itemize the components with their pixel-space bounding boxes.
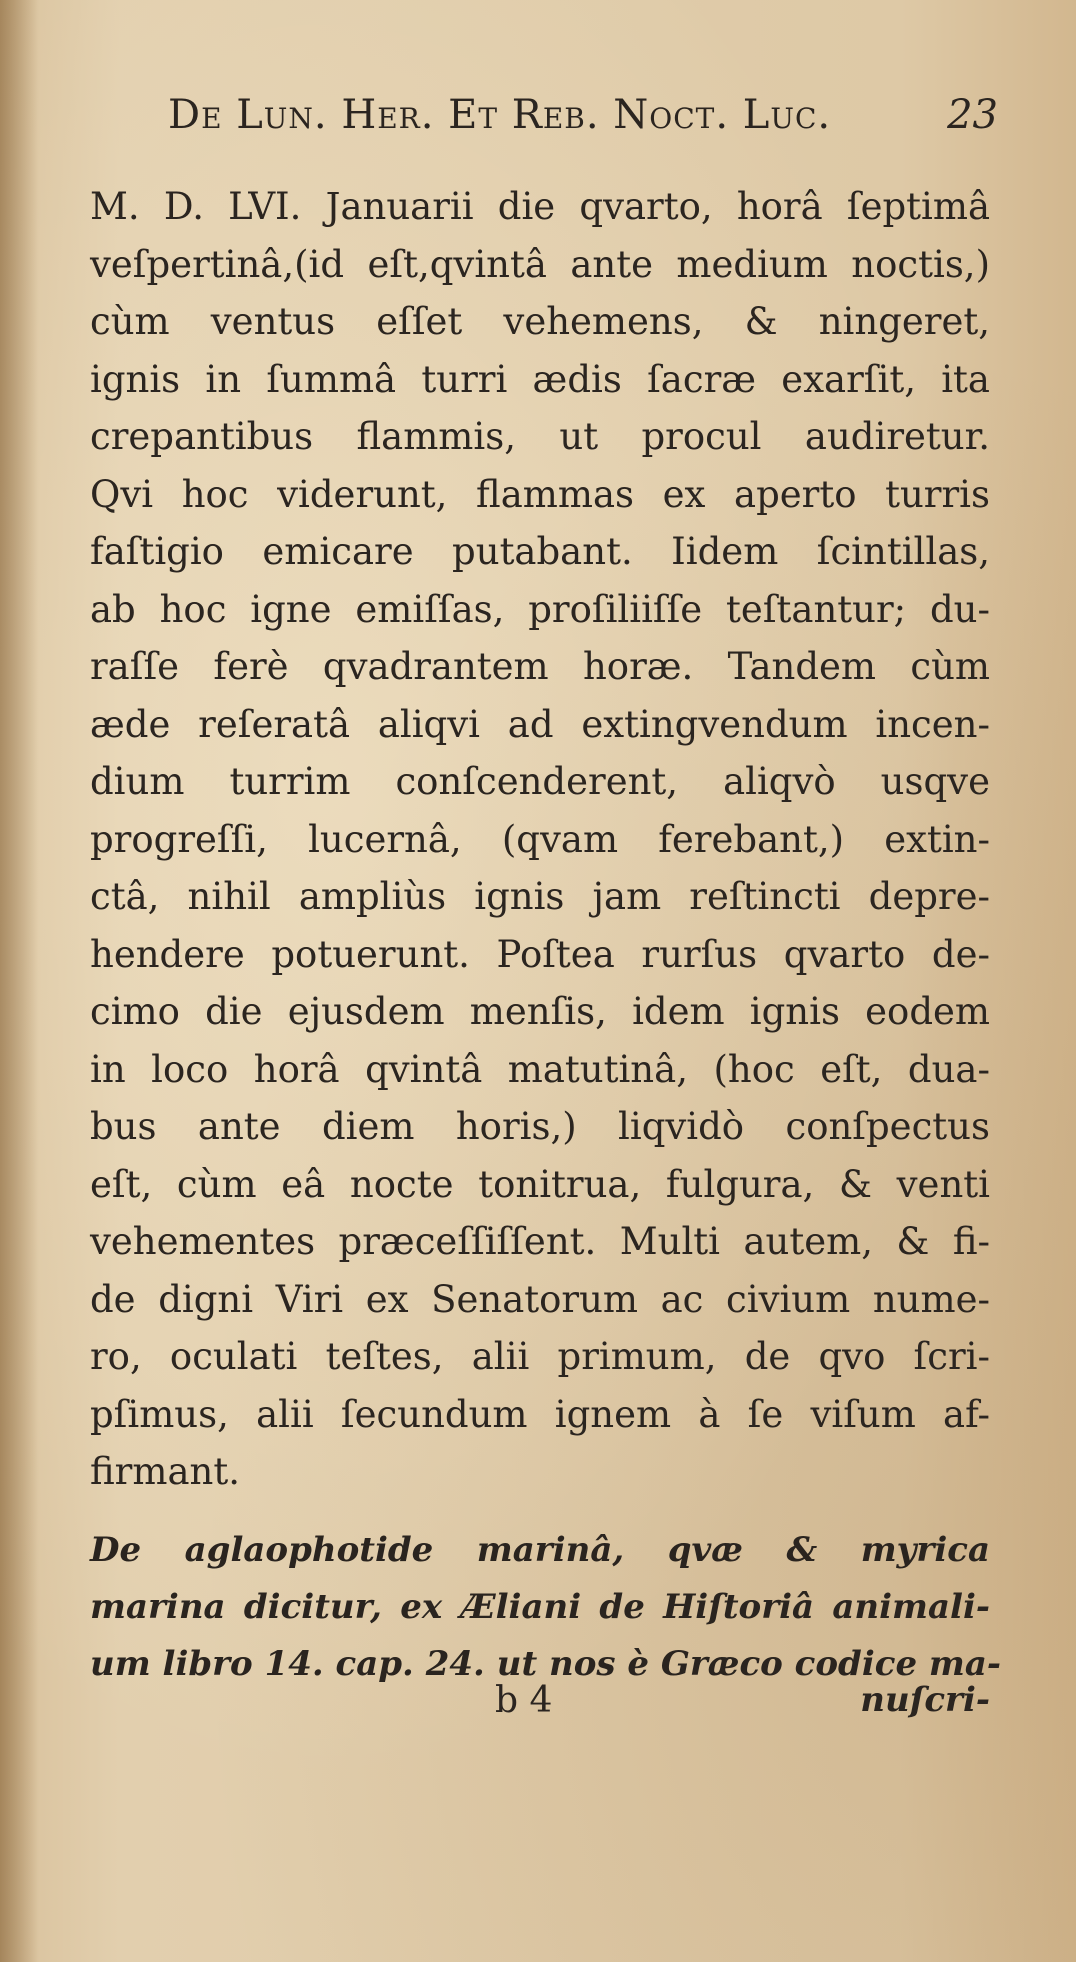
text-line: faſtigio emicare putabant. Iidem ſcintillas, [90, 530, 990, 573]
text-line: bus ante diem horis,) liqvidò conſpectus [90, 1105, 990, 1148]
page-header [168, 92, 998, 142]
catchword: nuſcri- [860, 1680, 990, 1720]
text-line: ab hoc igne emiſſas, proſiliiſſe teſtantur; du- [90, 587, 990, 631]
text-line: in loco horâ qvintâ matutinâ, (hoc eſt, dua- [90, 1047, 990, 1091]
text-line: raſſe ferè qvadrantem horæ. Tandem cùm [90, 645, 990, 688]
text-line: de digni Viri ex Senatorum ac civium nume- [90, 1277, 990, 1321]
text-line: pſimus, alii ſecundum ignem à ſe viſum af- [90, 1392, 990, 1436]
page-footer [90, 1672, 990, 1729]
section-caption [90, 1522, 1002, 1693]
text-line: progreſſi, lucernâ, (qvam ferebant,) extin- [90, 817, 990, 861]
text-line: crepantibus flammis, ut procul audiretur. [90, 415, 990, 458]
text-line: cimo die ejusdem menſis, idem ignis eodem [90, 990, 990, 1033]
caption-line: De aglaophotide marinâ, qvæ & myrica [90, 1530, 990, 1570]
text-line: ctâ, nihil ampliùs ignis jam reſtincti depre- [90, 875, 990, 918]
text-line: M. D. LVI. Januarii die qvarto, horâ ſeptimâ [90, 185, 990, 228]
text-line: ro, oculati teſtes, alii primum, de qvo ſcri- [90, 1335, 990, 1378]
body-text [90, 178, 990, 1501]
text-line-last: firmant. [90, 1450, 240, 1493]
text-line: æde reſeratâ aliqvi ad extingvendum incen- [90, 702, 990, 746]
text-line: veſpertinâ,(id eſt,qvintâ ante medium noctis,) [90, 242, 990, 286]
text-line: Qvi hoc viderunt, flammas ex aperto turris [90, 472, 990, 516]
running-head: De Lun. Her. Et Reb. Noct. Luc. [168, 92, 832, 138]
caption-line: um libro 14. cap. 24. ut nos è Græco codice ma- [90, 1644, 1002, 1684]
text-line: hendere potuerunt. Poſtea rurſus qvarto de- [90, 932, 990, 976]
text-line: vehementes præceſſiſſent. Multi autem, & fi- [90, 1220, 990, 1263]
signature-mark: b 4 [495, 1680, 553, 1721]
text-line: ignis in ſummâ turri ædis ſacræ exarſit, ita [90, 357, 990, 401]
gutter-shadow [0, 0, 38, 1962]
text-line: eſt, cùm eâ nocte tonitrua, fulgura, & venti [90, 1162, 990, 1206]
page-number: 23 [947, 92, 998, 138]
caption-line: marina dicitur, ex Æliani de Hiſtoriâ animali- [90, 1587, 990, 1627]
text-line: cùm ventus eſſet vehemens, & ningeret, [90, 300, 990, 343]
text-line: dium turrim conſcenderent, aliqvò usqve [90, 760, 990, 803]
